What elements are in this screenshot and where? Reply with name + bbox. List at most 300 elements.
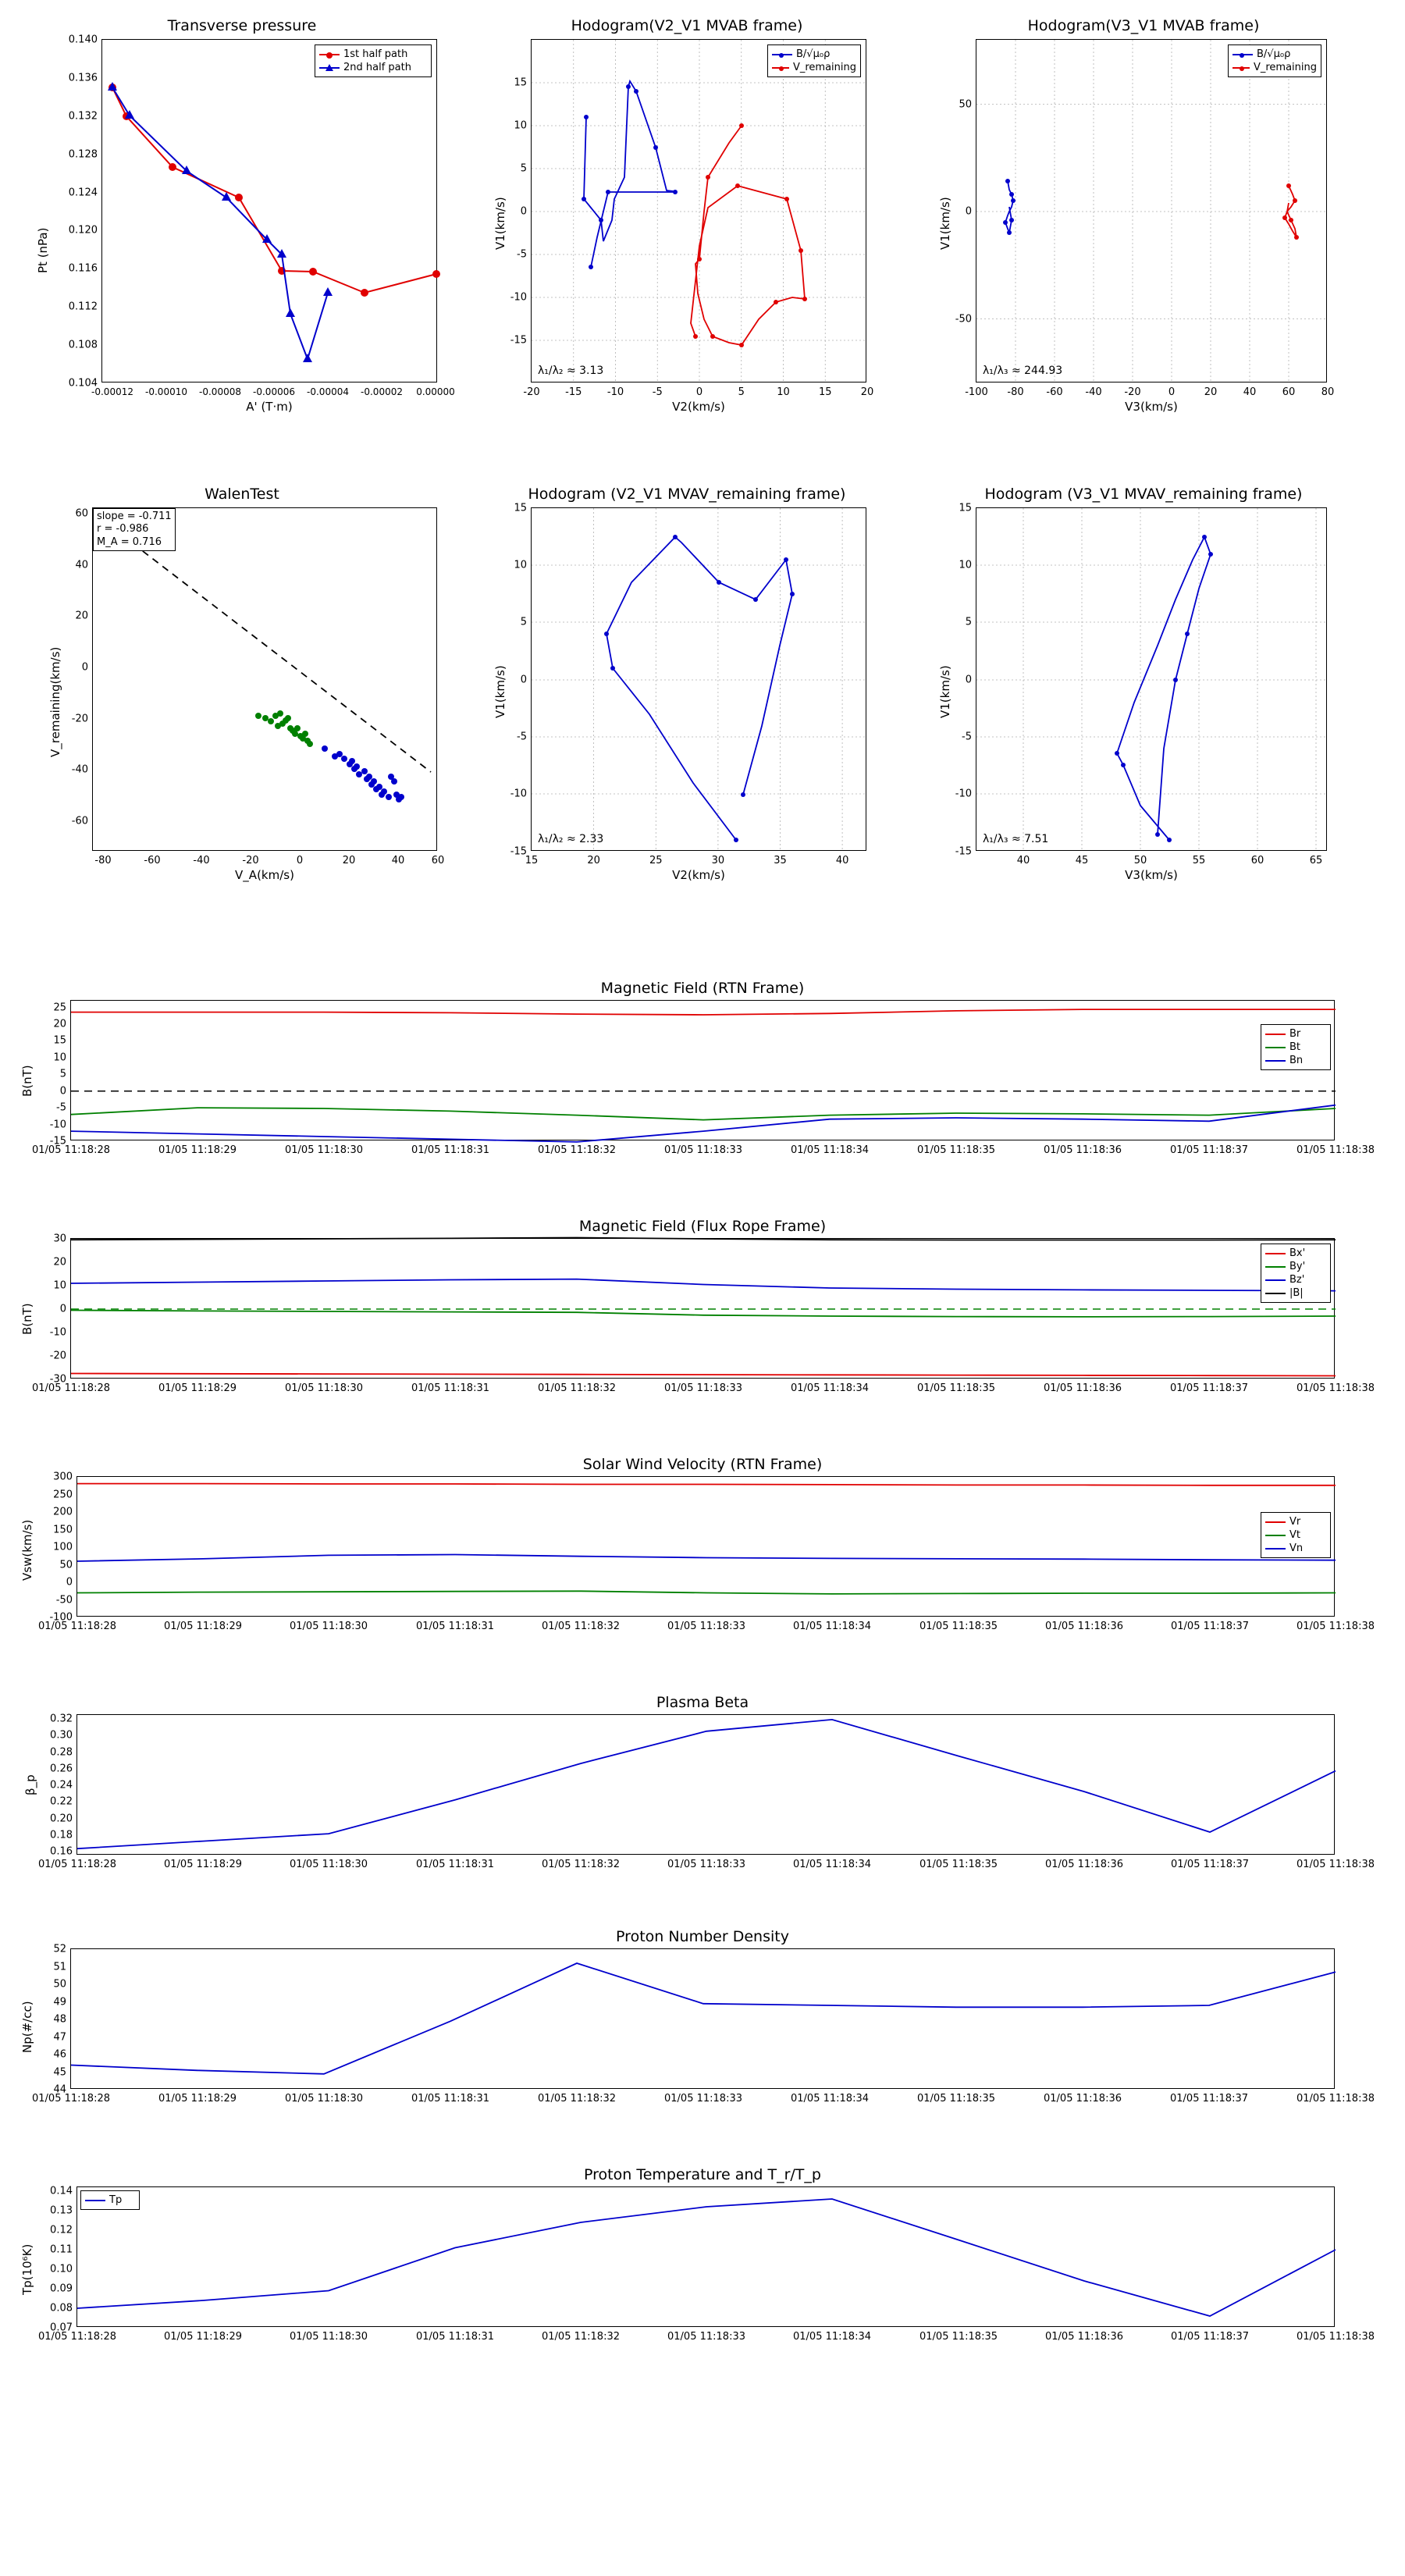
x-tick: 80 xyxy=(1321,386,1335,398)
y-tick: 15 xyxy=(53,1034,66,1047)
x-tick: -40 xyxy=(193,855,210,866)
x-tick: 01/05 11:18:37 xyxy=(1171,1621,1249,1632)
series-1st-half-markers xyxy=(108,84,440,297)
x-tick: 01/05 11:18:28 xyxy=(32,1382,110,1394)
y-tick: 0.32 xyxy=(50,1713,73,1725)
y-axis-label: B(nT) xyxy=(20,1065,34,1097)
x-tick: 01/05 11:18:35 xyxy=(917,1144,995,1156)
y-tick: -10 xyxy=(49,1119,66,1131)
legend-label: B/√μ₀ρ xyxy=(796,48,831,60)
y-axis-label: B(nT) xyxy=(20,1303,34,1335)
legend-swatch-red xyxy=(319,54,340,55)
series-v-remaining xyxy=(1285,186,1297,237)
y-axis-label: Tp(10⁶K) xyxy=(20,2243,34,2295)
eigenvalue-ratio-annotation: λ₁/λ₂ ≈ 2.33 xyxy=(538,833,604,845)
walen-stats-box xyxy=(93,508,176,551)
x-tick: 01/05 11:18:28 xyxy=(32,2093,110,2105)
y-tick: 50 xyxy=(59,1559,73,1571)
series-canvas xyxy=(532,40,867,383)
y-tick: 10 xyxy=(514,559,527,571)
legend-item xyxy=(1265,1247,1326,1260)
legend-item xyxy=(1265,1260,1326,1273)
y-tick: -15 xyxy=(955,845,972,858)
y-tick: 20 xyxy=(53,1256,66,1268)
x-tick: 01/05 11:18:30 xyxy=(290,2331,368,2343)
x-tick: 01/05 11:18:32 xyxy=(542,1859,620,1870)
y-tick: 30 xyxy=(53,1233,66,1245)
x-tick: -20 xyxy=(242,855,259,866)
y-tick: -10 xyxy=(955,788,972,800)
panel-proton-number-density xyxy=(16,1928,1389,2123)
y-tick: 0 xyxy=(965,205,972,218)
x-tick: 01/05 11:18:37 xyxy=(1170,1382,1248,1394)
y-tick: 0.16 xyxy=(50,1845,73,1858)
y-tick: 0.20 xyxy=(50,1813,73,1824)
plot-area xyxy=(38,1471,1375,1632)
grid xyxy=(532,508,867,852)
legend xyxy=(1228,44,1321,77)
x-tick: -60 xyxy=(1046,386,1063,398)
x-tick: -40 xyxy=(1085,386,1102,398)
y-axis-label: V1(km/s) xyxy=(493,197,507,250)
y-tick: 100 xyxy=(53,1541,73,1553)
plot-area xyxy=(955,502,1327,866)
x-tick: 35 xyxy=(774,855,787,866)
series-v-remaining xyxy=(691,126,805,345)
legend-label: B/√μ₀ρ xyxy=(1257,48,1291,60)
plot-area xyxy=(510,502,866,866)
x-tick: 0 xyxy=(1168,386,1176,398)
series-green-points xyxy=(255,710,313,747)
series-canvas xyxy=(77,1715,1336,1856)
series-canvas xyxy=(93,508,438,852)
x-tick: -0.00004 xyxy=(307,386,349,397)
series-b-alfven xyxy=(1005,181,1013,233)
legend-label: 2nd half path xyxy=(343,62,411,73)
x-tick: 01/05 11:18:31 xyxy=(416,2331,494,2343)
x-tick: 01/05 11:18:29 xyxy=(164,1859,242,1870)
plot-area xyxy=(38,1713,1375,1870)
x-tick: 01/05 11:18:36 xyxy=(1044,1382,1122,1394)
x-tick: 01/05 11:18:28 xyxy=(38,1621,116,1632)
panel-title: Magnetic Field (Flux Rope Frame) xyxy=(578,1218,827,1235)
x-tick: -60 xyxy=(144,855,161,866)
x-tick: 01/05 11:18:37 xyxy=(1170,2093,1248,2105)
legend-label: Bn xyxy=(1289,1055,1304,1066)
fit-line xyxy=(103,521,431,772)
x-tick: 20 xyxy=(342,855,356,866)
x-tick: 01/05 11:18:34 xyxy=(793,1859,871,1870)
legend xyxy=(1261,1244,1331,1303)
x-tick: 01/05 11:18:29 xyxy=(164,2331,242,2343)
x-tick: 01/05 11:18:37 xyxy=(1171,2331,1249,2343)
x-tick: -100 xyxy=(965,386,988,398)
y-tick: 0 xyxy=(520,674,527,686)
panel-magnetic-field-rtn xyxy=(16,980,1389,1175)
legend xyxy=(1261,1512,1331,1558)
x-tick: 01/05 11:18:38 xyxy=(1297,1859,1375,1870)
legend-item xyxy=(772,48,856,61)
x-tick: 60 xyxy=(431,855,445,866)
y-tick: 0.24 xyxy=(50,1779,73,1791)
panel-title: Plasma Beta xyxy=(656,1694,749,1711)
y-tick: 0.13 xyxy=(50,2204,73,2217)
series-canvas xyxy=(976,508,1328,852)
panel-title: Proton Temperature and T_r/T_p xyxy=(584,2166,821,2183)
x-tick: -80 xyxy=(94,855,112,866)
series-b-magnitude xyxy=(71,1238,1336,1240)
y-tick: 5 xyxy=(59,1068,66,1080)
x-tick: -0.00010 xyxy=(145,386,187,397)
y-tick: 40 xyxy=(75,559,88,571)
x-tick: 01/05 11:18:29 xyxy=(158,2093,237,2105)
x-tick: 01/05 11:18:28 xyxy=(38,2331,116,2343)
eigenvalue-ratio-annotation: λ₁/λ₃ ≈ 244.93 xyxy=(983,365,1063,377)
x-tick: -0.00002 xyxy=(361,386,403,397)
y-tick: 47 xyxy=(53,2031,66,2043)
series-b-alfven xyxy=(584,81,675,267)
panel-proton-temperature xyxy=(16,2166,1389,2361)
legend xyxy=(80,2190,140,2210)
series-canvas xyxy=(532,508,867,852)
y-tick: 5 xyxy=(965,616,972,628)
panel-hodogram-v3v1-mvav xyxy=(921,484,1366,890)
y-tick: 0.10 xyxy=(50,2263,73,2275)
x-tick: 01/05 11:18:32 xyxy=(542,1621,620,1632)
y-tick: -5 xyxy=(962,731,972,743)
y-tick: 0 xyxy=(59,1085,66,1098)
series-tp xyxy=(77,2199,1336,2316)
x-tick: 20 xyxy=(587,855,600,866)
plot-area xyxy=(510,39,874,398)
y-tick: 44 xyxy=(53,2083,66,2096)
series-bx xyxy=(71,1374,1336,1376)
legend-swatch-vr xyxy=(1265,1521,1286,1523)
y-tick: 0.12 xyxy=(50,2224,73,2236)
x-tick: 65 xyxy=(1309,855,1323,866)
x-tick: 15 xyxy=(818,386,832,398)
y-tick: -15 xyxy=(49,1135,66,1147)
legend-label: Tp xyxy=(109,2194,123,2206)
y-tick: 48 xyxy=(53,2013,66,2026)
x-tick: -0.00006 xyxy=(253,386,295,397)
y-tick: 150 xyxy=(53,1524,73,1535)
series-canvas xyxy=(77,2187,1336,2328)
x-tick: 01/05 11:18:36 xyxy=(1044,1144,1122,1156)
y-tick: 0.116 xyxy=(68,262,98,275)
walen-ma: M_A = 0.716 xyxy=(97,535,162,548)
y-tick: 0.140 xyxy=(68,34,98,46)
y-tick: -20 xyxy=(49,1350,66,1362)
panel-hodogram-v3v1-mvab xyxy=(921,16,1366,422)
x-tick: 25 xyxy=(649,855,663,866)
y-tick: 0 xyxy=(81,661,88,674)
x-tick: 01/05 11:18:33 xyxy=(664,1382,742,1394)
panel-title: Hodogram (V2_V1 MVAV_remaining frame) xyxy=(528,486,846,503)
legend-item xyxy=(1265,1515,1326,1528)
grid xyxy=(532,40,867,383)
series-canvas xyxy=(71,1949,1336,2090)
plot-area xyxy=(68,34,455,397)
plot-area xyxy=(32,1000,1375,1156)
y-tick: 0.08 xyxy=(50,2302,73,2314)
y-tick: 0.14 xyxy=(50,2185,73,2197)
x-tick: 01/05 11:18:35 xyxy=(919,1859,998,1870)
panel-plasma-beta xyxy=(16,1694,1389,1889)
x-tick: 01/05 11:18:38 xyxy=(1297,2331,1375,2343)
x-tick: 5 xyxy=(738,386,745,398)
x-tick: 01/05 11:18:34 xyxy=(791,2093,869,2105)
x-tick: 40 xyxy=(835,855,849,866)
legend-swatch-blue xyxy=(772,54,792,55)
x-tick: 01/05 11:18:34 xyxy=(793,2331,871,2343)
x-tick: 01/05 11:18:34 xyxy=(791,1144,869,1156)
y-tick: 0.128 xyxy=(68,148,98,161)
legend-item xyxy=(1265,1027,1326,1041)
legend-label: 1st half path xyxy=(343,48,408,60)
x-tick: 01/05 11:18:32 xyxy=(538,2093,616,2105)
panel-title: Hodogram(V3_V1 MVAB frame) xyxy=(1027,17,1260,34)
y-tick: -5 xyxy=(517,731,527,743)
x-tick: 01/05 11:18:36 xyxy=(1045,1621,1123,1632)
x-tick: 20 xyxy=(860,386,874,398)
x-tick: -20 xyxy=(523,386,540,398)
legend-label: |B| xyxy=(1289,1287,1304,1299)
panel-hodogram-v2v1-mvab xyxy=(476,16,898,422)
x-tick: 01/05 11:18:30 xyxy=(290,1621,368,1632)
y-tick: 0.28 xyxy=(50,1746,73,1758)
y-tick: -10 xyxy=(510,291,527,304)
legend-item xyxy=(319,61,427,74)
y-axis-label: Np(#/cc) xyxy=(20,2001,34,2053)
legend-label: By' xyxy=(1289,1261,1306,1272)
y-tick: -15 xyxy=(510,845,527,858)
x-axis-label: V_A(km/s) xyxy=(235,868,294,882)
y-axis-label: Vsw(km/s) xyxy=(20,1519,34,1581)
legend-swatch-red xyxy=(772,67,789,69)
legend-label: V_remaining xyxy=(792,62,856,73)
x-tick: 01/05 11:18:30 xyxy=(285,1144,363,1156)
series-trajectory xyxy=(606,537,792,840)
y-tick: 0 xyxy=(66,1576,73,1589)
panel-title: WalenTest xyxy=(205,486,279,503)
x-tick: 01/05 11:18:36 xyxy=(1045,1859,1123,1870)
y-tick: -100 xyxy=(49,1611,73,1624)
x-tick: 01/05 11:18:33 xyxy=(667,2331,745,2343)
legend-item xyxy=(1232,61,1317,74)
legend xyxy=(315,44,432,77)
legend-label: V_remaining xyxy=(1253,62,1317,73)
legend-label: Vr xyxy=(1289,1516,1301,1528)
legend-item xyxy=(1265,1054,1326,1067)
series-canvas xyxy=(71,1001,1336,1141)
y-tick: 50 xyxy=(959,98,972,110)
y-tick: 52 xyxy=(53,1943,66,1955)
x-tick: 01/05 11:18:32 xyxy=(538,1144,616,1156)
y-tick: 10 xyxy=(53,1279,66,1292)
series-markers xyxy=(1115,535,1213,842)
panel-title: Solar Wind Velocity (RTN Frame) xyxy=(582,1456,823,1473)
legend-swatch-red xyxy=(1232,67,1250,69)
y-tick: -40 xyxy=(71,763,88,776)
y-tick: 60 xyxy=(75,507,88,520)
x-tick: 15 xyxy=(525,855,539,866)
legend-label: Vt xyxy=(1289,1529,1300,1541)
x-tick: 60 xyxy=(1250,855,1264,866)
legend-swatch-bz xyxy=(1265,1279,1286,1281)
panel-walen-test xyxy=(31,484,453,890)
legend xyxy=(1261,1024,1331,1070)
series-canvas xyxy=(976,40,1328,383)
legend-swatch-bx xyxy=(1265,1253,1286,1254)
y-tick: 0.11 xyxy=(50,2243,73,2256)
y-tick: 25 xyxy=(53,1002,66,1014)
y-tick: 0.132 xyxy=(68,110,98,123)
legend-item xyxy=(85,2194,135,2207)
y-tick: 0.07 xyxy=(50,2322,73,2334)
legend-label: Bz' xyxy=(1289,1274,1305,1286)
x-tick: 01/05 11:18:32 xyxy=(538,1382,616,1394)
grid xyxy=(976,508,1328,852)
y-tick: 0.120 xyxy=(68,224,98,237)
plot-area xyxy=(71,507,445,866)
legend-item xyxy=(772,61,856,74)
x-tick: -10 xyxy=(606,386,624,398)
y-tick: 0.112 xyxy=(68,301,98,313)
legend-item xyxy=(1232,48,1317,61)
y-tick: -50 xyxy=(955,313,972,325)
legend-item xyxy=(1265,1041,1326,1054)
series-beta xyxy=(77,1720,1336,1848)
legend-swatch-bmag xyxy=(1265,1293,1286,1294)
y-tick: -20 xyxy=(71,713,88,725)
series-trajectory xyxy=(1117,537,1211,840)
x-tick: 01/05 11:18:31 xyxy=(416,1621,494,1632)
legend-label: Bx' xyxy=(1289,1247,1306,1259)
series-canvas xyxy=(71,1239,1336,1379)
x-tick: 0 xyxy=(296,855,304,866)
x-tick: -20 xyxy=(1124,386,1141,398)
series-1st-half-path xyxy=(112,87,436,293)
y-tick: 0 xyxy=(520,205,527,218)
x-tick: 20 xyxy=(1204,386,1218,398)
x-tick: 01/05 11:18:31 xyxy=(416,1859,494,1870)
x-tick: 0 xyxy=(695,386,703,398)
x-tick: -5 xyxy=(652,386,663,398)
eigenvalue-ratio-annotation: λ₁/λ₂ ≈ 3.13 xyxy=(538,365,604,377)
y-tick: 0.30 xyxy=(50,1729,73,1742)
x-tick: 01/05 11:18:36 xyxy=(1045,2331,1123,2343)
series-blue-points xyxy=(322,745,404,802)
y-tick: -60 xyxy=(71,815,88,827)
x-tick: 01/05 11:18:38 xyxy=(1297,1382,1375,1394)
x-tick: 01/05 11:18:37 xyxy=(1170,1144,1248,1156)
y-tick: -10 xyxy=(49,1326,66,1339)
x-tick: 55 xyxy=(1192,855,1206,866)
y-axis-label: β_p xyxy=(23,1774,37,1795)
x-tick: 01/05 11:18:35 xyxy=(917,2093,995,2105)
legend-item xyxy=(1265,1286,1326,1300)
x-tick: 01/05 11:18:34 xyxy=(791,1382,869,1394)
y-tick: 0.136 xyxy=(68,72,98,84)
x-tick: 01/05 11:18:38 xyxy=(1297,2093,1375,2105)
x-tick: 01/05 11:18:30 xyxy=(285,1382,363,1394)
legend-item xyxy=(1265,1273,1326,1286)
legend-label: Br xyxy=(1289,1028,1301,1040)
series-vt xyxy=(77,1591,1336,1594)
walen-r: r = -0.986 xyxy=(97,523,149,535)
y-tick: 250 xyxy=(53,1489,73,1500)
y-tick: 0.26 xyxy=(50,1763,73,1775)
x-tick: 0.00000 xyxy=(416,386,455,397)
legend-swatch-by xyxy=(1265,1266,1286,1268)
x-tick: 01/05 11:18:31 xyxy=(411,2093,489,2105)
x-tick: 01/05 11:18:38 xyxy=(1297,1144,1375,1156)
series-canvas xyxy=(77,1477,1336,1617)
legend-swatch-blue xyxy=(1232,54,1253,55)
x-tick: -15 xyxy=(565,386,582,398)
y-tick: 15 xyxy=(514,502,527,514)
plot-area xyxy=(38,2185,1375,2343)
y-tick: 0.09 xyxy=(50,2282,73,2295)
eigenvalue-ratio-annotation: λ₁/λ₃ ≈ 7.51 xyxy=(983,833,1049,845)
y-tick: -5 xyxy=(517,248,527,261)
x-axis-label: A' (T·m) xyxy=(246,400,293,414)
x-tick: 40 xyxy=(1243,386,1257,398)
y-tick: 20 xyxy=(75,610,88,622)
y-tick: -30 xyxy=(49,1373,66,1386)
panel-title: Magnetic Field (RTN Frame) xyxy=(600,980,805,997)
y-tick: -5 xyxy=(56,1101,66,1114)
panel-transverse-pressure xyxy=(31,16,453,422)
x-tick: 01/05 11:18:33 xyxy=(664,2093,742,2105)
y-tick: 51 xyxy=(53,1961,66,1973)
x-tick: 01/05 11:18:33 xyxy=(667,1859,745,1870)
y-tick: 300 xyxy=(53,1471,73,1483)
y-tick: -10 xyxy=(510,788,527,800)
series-2nd-half-markers xyxy=(108,82,333,362)
series-br xyxy=(71,1009,1336,1015)
x-tick: 60 xyxy=(1282,386,1296,398)
walen-slope: slope = -0.711 xyxy=(97,511,172,522)
y-tick: 10 xyxy=(53,1051,66,1064)
x-tick: 01/05 11:18:31 xyxy=(411,1144,489,1156)
x-tick: 01/05 11:18:29 xyxy=(158,1144,237,1156)
legend-item xyxy=(1265,1528,1326,1542)
x-tick: 01/05 11:18:33 xyxy=(664,1144,742,1156)
y-tick: 10 xyxy=(959,559,972,571)
y-tick: 0.108 xyxy=(68,339,98,351)
plot-area xyxy=(955,39,1335,398)
legend-label: Vn xyxy=(1289,1542,1304,1554)
panel-hodogram-v2v1-mvav xyxy=(476,484,898,890)
panel-magnetic-field-flux-rope xyxy=(16,1218,1389,1413)
legend-swatch-bn xyxy=(1265,1060,1286,1062)
grid xyxy=(976,40,1328,383)
x-tick: 01/05 11:18:30 xyxy=(290,1859,368,1870)
series-bt xyxy=(71,1108,1336,1120)
x-tick: 01/05 11:18:34 xyxy=(793,1621,871,1632)
legend xyxy=(767,44,861,77)
y-tick: 50 xyxy=(53,1978,66,1991)
y-tick: 15 xyxy=(959,502,972,514)
series-v-markers xyxy=(693,123,807,347)
y-tick: 0 xyxy=(965,674,972,686)
series-by xyxy=(71,1311,1336,1317)
panel-title: Hodogram(V2_V1 MVAB frame) xyxy=(571,17,803,34)
x-tick: 01/05 11:18:29 xyxy=(158,1382,237,1394)
panel-solar-wind-velocity xyxy=(16,1456,1389,1651)
